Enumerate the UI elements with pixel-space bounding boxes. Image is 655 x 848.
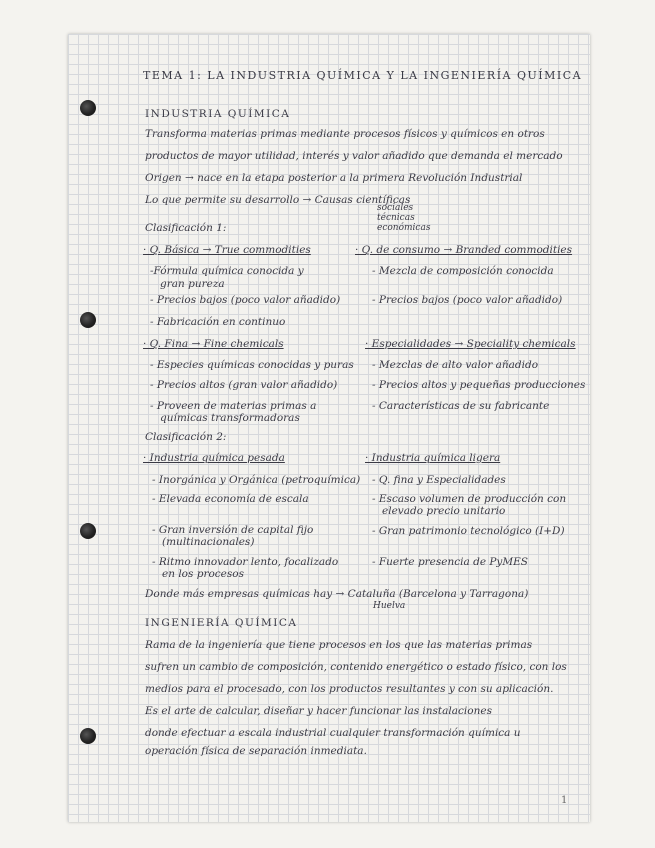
page-number: 1 [561,795,568,806]
list-item: -Fórmula química conocida y [150,265,304,277]
list-item: gran pureza [160,278,225,290]
section-heading-ingenieria: INGENIERÍA QUÍMICA [145,617,298,629]
text-line: Lo que permite su desarrollo → Causas científicas [145,194,411,206]
category-title-fina: · Q. Fina → Fine chemicals [143,338,284,350]
list-item: - Precios bajos (poco valor añadido) [150,294,341,306]
list-item: - Inorgánica y Orgánica (petroquímica) [152,474,361,486]
list-item: - Características de su fabricante [372,400,550,412]
page-title: TEMA 1: LA INDUSTRIA QUÍMICA Y LA INGENIERÍA QUÍMICA [143,69,583,82]
text-line: Origen → nace en la etapa posterior a la primera Revolución Industrial [145,172,523,184]
text-line: Rama de la ingeniería que tiene procesos en los que las materias primas [145,639,533,651]
list-item: elevado precio unitario [382,505,506,517]
cause-item: económicas [377,223,431,233]
binder-hole [80,100,96,116]
category-title-basica: · Q. Básica → True commodities [143,244,311,256]
text-line: medios para el procesado, con los productos resultantes y con su aplicación. [145,683,554,695]
text-line: Transforma materias primas mediante procesos físicos y químicos en otros [145,128,545,140]
list-item: - Q. fina y Especialidades [372,474,506,486]
text-line: productos de mayor utilidad, interés y valor añadido que demanda el mercado [145,150,563,162]
list-item: - Gran inversión de capital fijo [152,524,314,536]
list-item: químicas transformadoras [160,412,300,424]
list-item: - Fabricación en continuo [150,316,286,328]
text-line: operación física de separación inmediata. [145,745,367,757]
category-title-pesada: · Industria química pesada [143,452,285,464]
binder-hole [80,312,96,328]
binder-hole [80,728,96,744]
text-line: Es el arte de calcular, diseñar y hacer funcionar las instalaciones [145,705,492,717]
cause-item: técnicas [377,213,415,223]
list-item: - Especies químicas conocidas y puras [150,359,354,371]
list-item: - Precios altos (gran valor añadido) [150,379,338,391]
list-item: - Gran patrimonio tecnológico (I+D) [372,525,565,537]
list-item: - Escaso volumen de producción con [372,493,567,505]
section-heading-industria: INDUSTRIA QUÍMICA [145,108,291,120]
list-item: - Ritmo innovador lento, focalizado [152,556,339,568]
list-item: (multinacionales) [162,536,255,548]
list-item: - Precios bajos (poco valor añadido) [372,294,563,306]
category-title-ligera: · Industria química ligera [365,452,501,464]
category-title-especialidades: · Especialidades → Speciality chemicals [365,338,576,350]
classification-label: Clasificación 2: [145,431,227,443]
list-item: en los procesos [162,568,244,580]
text-line: sufren un cambio de composición, contenido energético o estado físico, con los [145,661,567,673]
text-line: Huelva [373,601,406,611]
text-line: Donde más empresas químicas hay → Cataluña (Barcelona y Tarragona) [145,588,529,600]
cause-item: sociales [377,203,414,213]
list-item: - Mezclas de alto valor añadido [372,359,539,371]
classification-label: Clasificación 1: [145,222,227,234]
text-line: donde efectuar a escala industrial cualquier transformación química u [145,727,521,739]
list-item: - Mezcla de composición conocida [372,265,554,277]
list-item: - Proveen de materias primas a [150,400,317,412]
list-item: - Precios altos y pequeñas producciones [372,379,586,391]
category-title-consumo: · Q. de consumo → Branded commodities [355,244,573,256]
list-item: - Fuerte presencia de PyMES [372,556,528,568]
list-item: - Elevada economía de escala [152,493,309,505]
binder-hole [80,523,96,539]
